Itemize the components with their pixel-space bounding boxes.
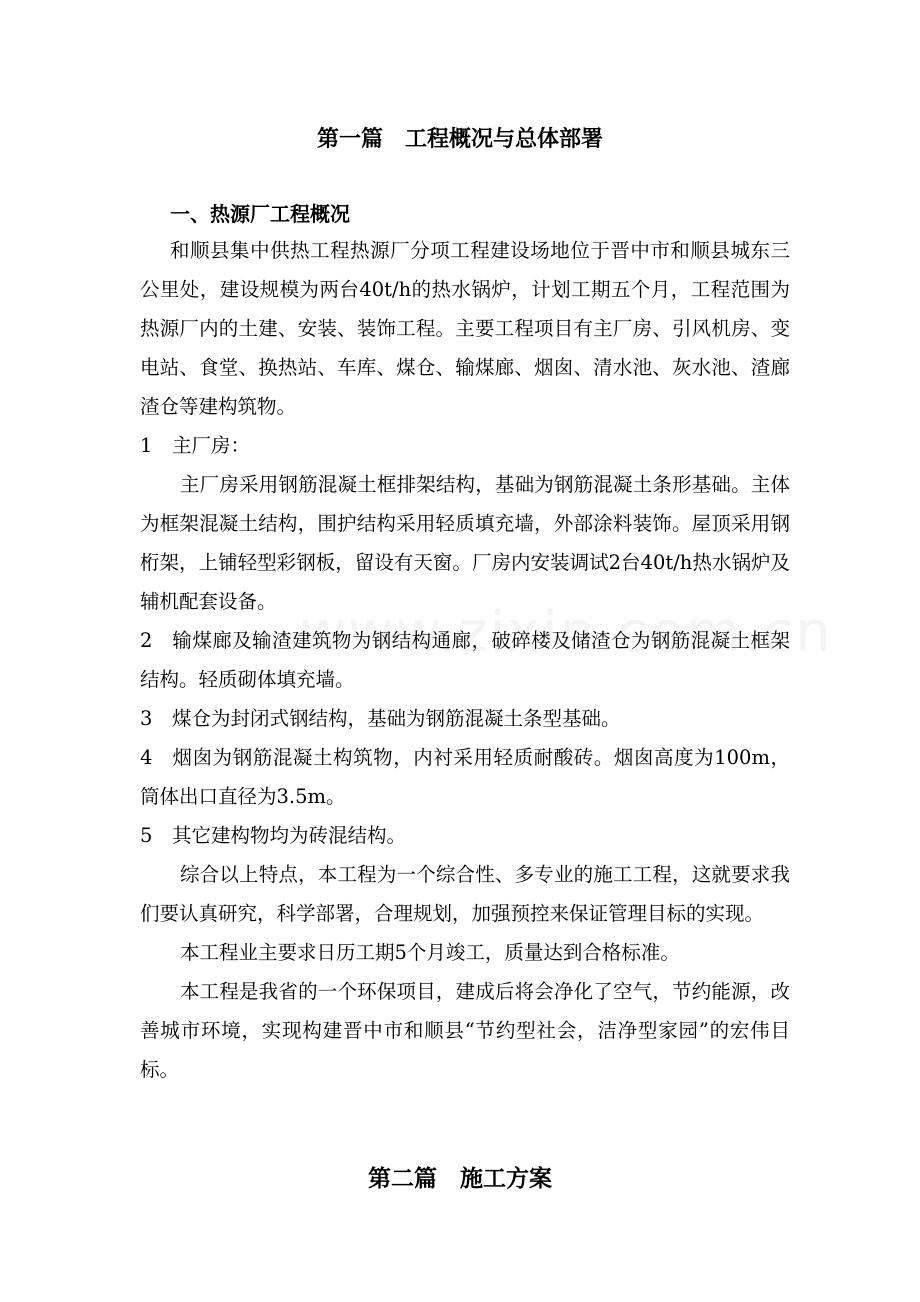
list-item-text: 其它建构物均为砖混结构。 [172, 824, 407, 847]
intro-paragraph: 和顺县集中供热工程热源厂分项工程建设场地位于晋中市和顺县城东三公里处，建设规模为两台40t/h的热水锅炉，计划工期五个月，工程范围为热源厂内的土建、安装、装饰工程。主要工程项目有主厂房、引风机房、变电站、食堂、换热站、车库、煤仓、输煤廊、烟囱、清水池、灰水池、渣廊渣仓等建构筑物。 [140, 239, 790, 418]
list-item-chimney [140, 738, 790, 816]
list-item-text: 主厂房： [172, 434, 251, 457]
part-two-title: 第二篇 施工方案 [368, 1165, 552, 1192]
list-item-coal-silo [140, 699, 790, 738]
list-item-text: 输煤廊及输渣建筑物为钢结构通廊，破碎楼及储渣仓为钢筋混凝土框架结构。轻质砌体填充墙。 [140, 629, 790, 691]
part-one-title: 第一篇 工程概况与总体部署 [316, 126, 603, 152]
summary-paragraph: 综合以上特点，本工程为一个综合性、多专业的施工工程，这就要求我们要认真研究，科学部署，合理规划，加强预控来保证管理目标的实现。 [140, 863, 790, 925]
list-item-text: 煤仓为封闭式钢结构，基础为钢筋混凝土条型基础。 [172, 707, 621, 730]
list-item-other-buildings [140, 816, 790, 855]
document-body [140, 231, 790, 1089]
list-item-number: 2 [140, 629, 153, 652]
list-item-main-building [140, 426, 790, 465]
list-item-number: 5 [140, 824, 153, 847]
list-item-number: 1 [140, 434, 153, 457]
section-heading: 一、热源厂工程概况 [170, 202, 350, 226]
list-item-number: 4 [140, 746, 153, 769]
main-building-description: 主厂房采用钢筋混凝土框排架结构，基础为钢筋混凝土条形基础。主体为框架混凝土结构，围护结构采用轻质填充墙，外部涂料装饰。屋顶采用钢桁架，上铺轻型彩钢板，留设有天窗。厂房内安装调试2台40t/h热水锅炉及辅机配套设备。 [140, 473, 790, 613]
owner-requirement-paragraph: 本工程业主要求日历工期5个月竣工，质量达到合格标准。 [180, 941, 680, 964]
list-item-coal-conveyor [140, 621, 790, 699]
significance-paragraph: 本工程是我省的一个环保项目，建成后将会净化了空气，节约能源，改善城市环境，实现构建晋中市和顺县“节约型社会，洁净型家园”的宏伟目标。 [140, 980, 790, 1081]
list-item-number: 3 [140, 707, 153, 730]
list-item-text: 烟囱为钢筋混凝土构筑物，内衬采用轻质耐酸砖。烟囱高度为100m，筒体出口直径为3.5m。 [140, 746, 790, 808]
